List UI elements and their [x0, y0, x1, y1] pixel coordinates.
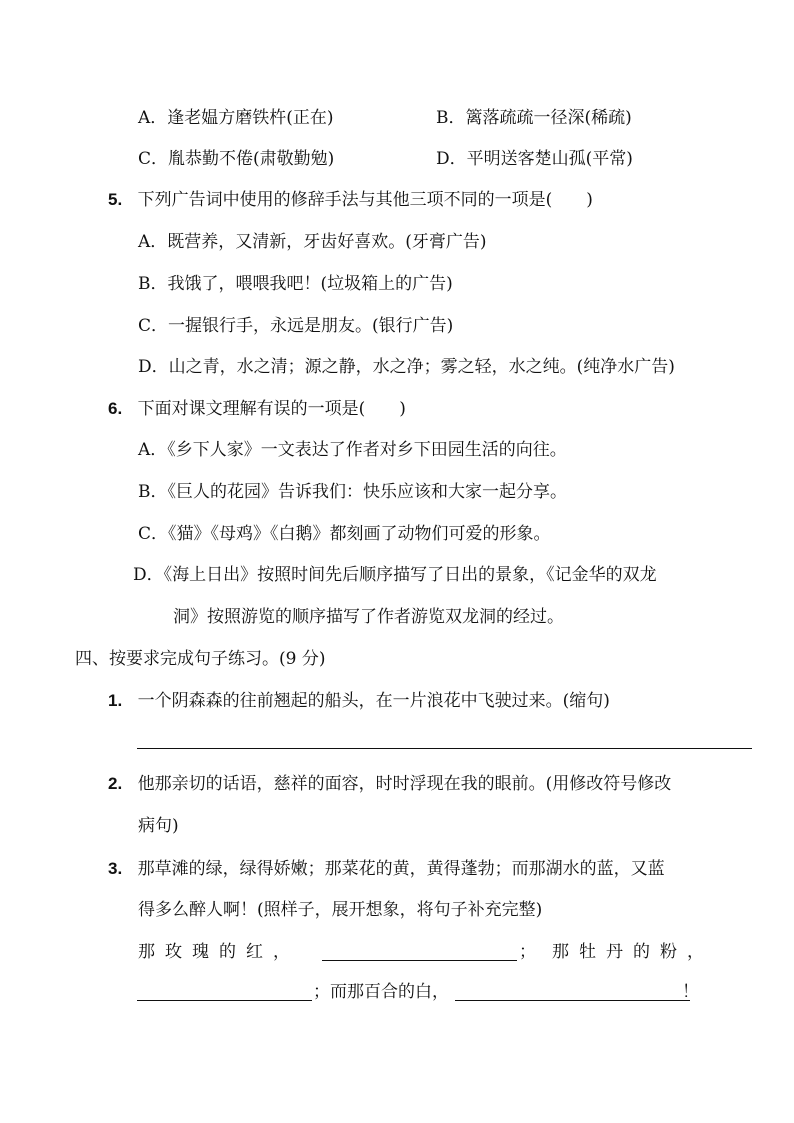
q4-option-d: D．平明送客楚山孤(平常) [436, 149, 633, 169]
q5-option-a: A．既营养，又清新，牙齿好喜欢。(牙膏广告) [138, 232, 487, 252]
q5-option-d: D．山之青，水之清；源之静，水之净；雾之轻，水之纯。(纯净水广告) [138, 357, 675, 377]
fill-prompt-lily: ；而那百合的白， [313, 982, 449, 1002]
q6-option-d-continued: 洞》按照游览的顺序描写了作者游览双龙洞的经过。 [173, 607, 564, 627]
exercise-text: 一个阴森森的往前翘起的船头，在一片浪花中飞驶过来。(缩句) [137, 691, 610, 711]
exercise-1 [108, 689, 610, 713]
fill-blank-3[interactable] [455, 1000, 690, 1001]
answer-line[interactable] [137, 748, 752, 749]
q6-option-d: D．《海上日出》按照时间先后顺序描写了日出的景象，《记金华的双龙 [133, 565, 657, 585]
q6-option-b: B．《巨人的花园》告诉我们：快乐应该和大家一起分享。 [138, 482, 567, 502]
exercise-3 [108, 857, 665, 881]
question-6 [108, 397, 406, 421]
q5-option-c: C．一握银行手，永远是朋友。(银行广告) [138, 316, 454, 336]
question-stem: 下面对课文理解有误的一项是( ) [137, 399, 406, 419]
q4-option-a: A．逢老媪方磨铁杵(正在) [138, 108, 334, 128]
q6-option-a: A．《乡下人家》一文表达了作者对乡下田园生活的向往。 [138, 440, 567, 460]
q4-option-c: C．胤恭勤不倦(肃敬勤勉) [138, 149, 335, 169]
exercise-text: 他那亲切的话语，慈祥的面容，时时浮现在我的眼前。(用修改符号修改 [137, 774, 672, 794]
question-number: 1. [108, 691, 123, 710]
question-number: 3. [108, 859, 123, 878]
sentence-end: ！ [682, 982, 699, 1002]
fill-prompt-rose: 那玫瑰的红， [138, 942, 300, 962]
exercise-2 [108, 772, 671, 796]
exercise-2-continued: 病句) [138, 816, 179, 836]
q5-option-b: B．我饿了，喂喂我吧！(垃圾箱上的广告) [138, 274, 453, 294]
separator: ； [519, 942, 536, 962]
question-stem: 下列广告词中使用的修辞手法与其他三项不同的一项是( ) [137, 190, 593, 210]
section-heading: 四、按要求完成句子练习。(9 分) [75, 649, 326, 669]
fill-blank-1[interactable] [322, 960, 517, 961]
question-number: 5. [108, 190, 123, 209]
fill-blank-2[interactable] [137, 1000, 312, 1001]
question-number: 6. [108, 399, 123, 418]
q4-option-b: B．篱落疏疏一径深(稀疏) [436, 108, 632, 128]
fill-prompt-peony: 那牡丹的粉， [552, 942, 714, 962]
exercise-3-continued: 得多么醉人啊！(照样子，展开想象，将句子补充完整) [138, 900, 543, 920]
exercise-text: 那草滩的绿，绿得娇嫩；那菜花的黄，黄得蓬勃；而那湖水的蓝，又蓝 [137, 859, 665, 879]
question-5 [108, 188, 593, 212]
question-number: 2. [108, 774, 123, 793]
q6-option-c: C．《猫》《母鸡》《白鹅》都刻画了动物们可爱的形象。 [138, 524, 551, 544]
